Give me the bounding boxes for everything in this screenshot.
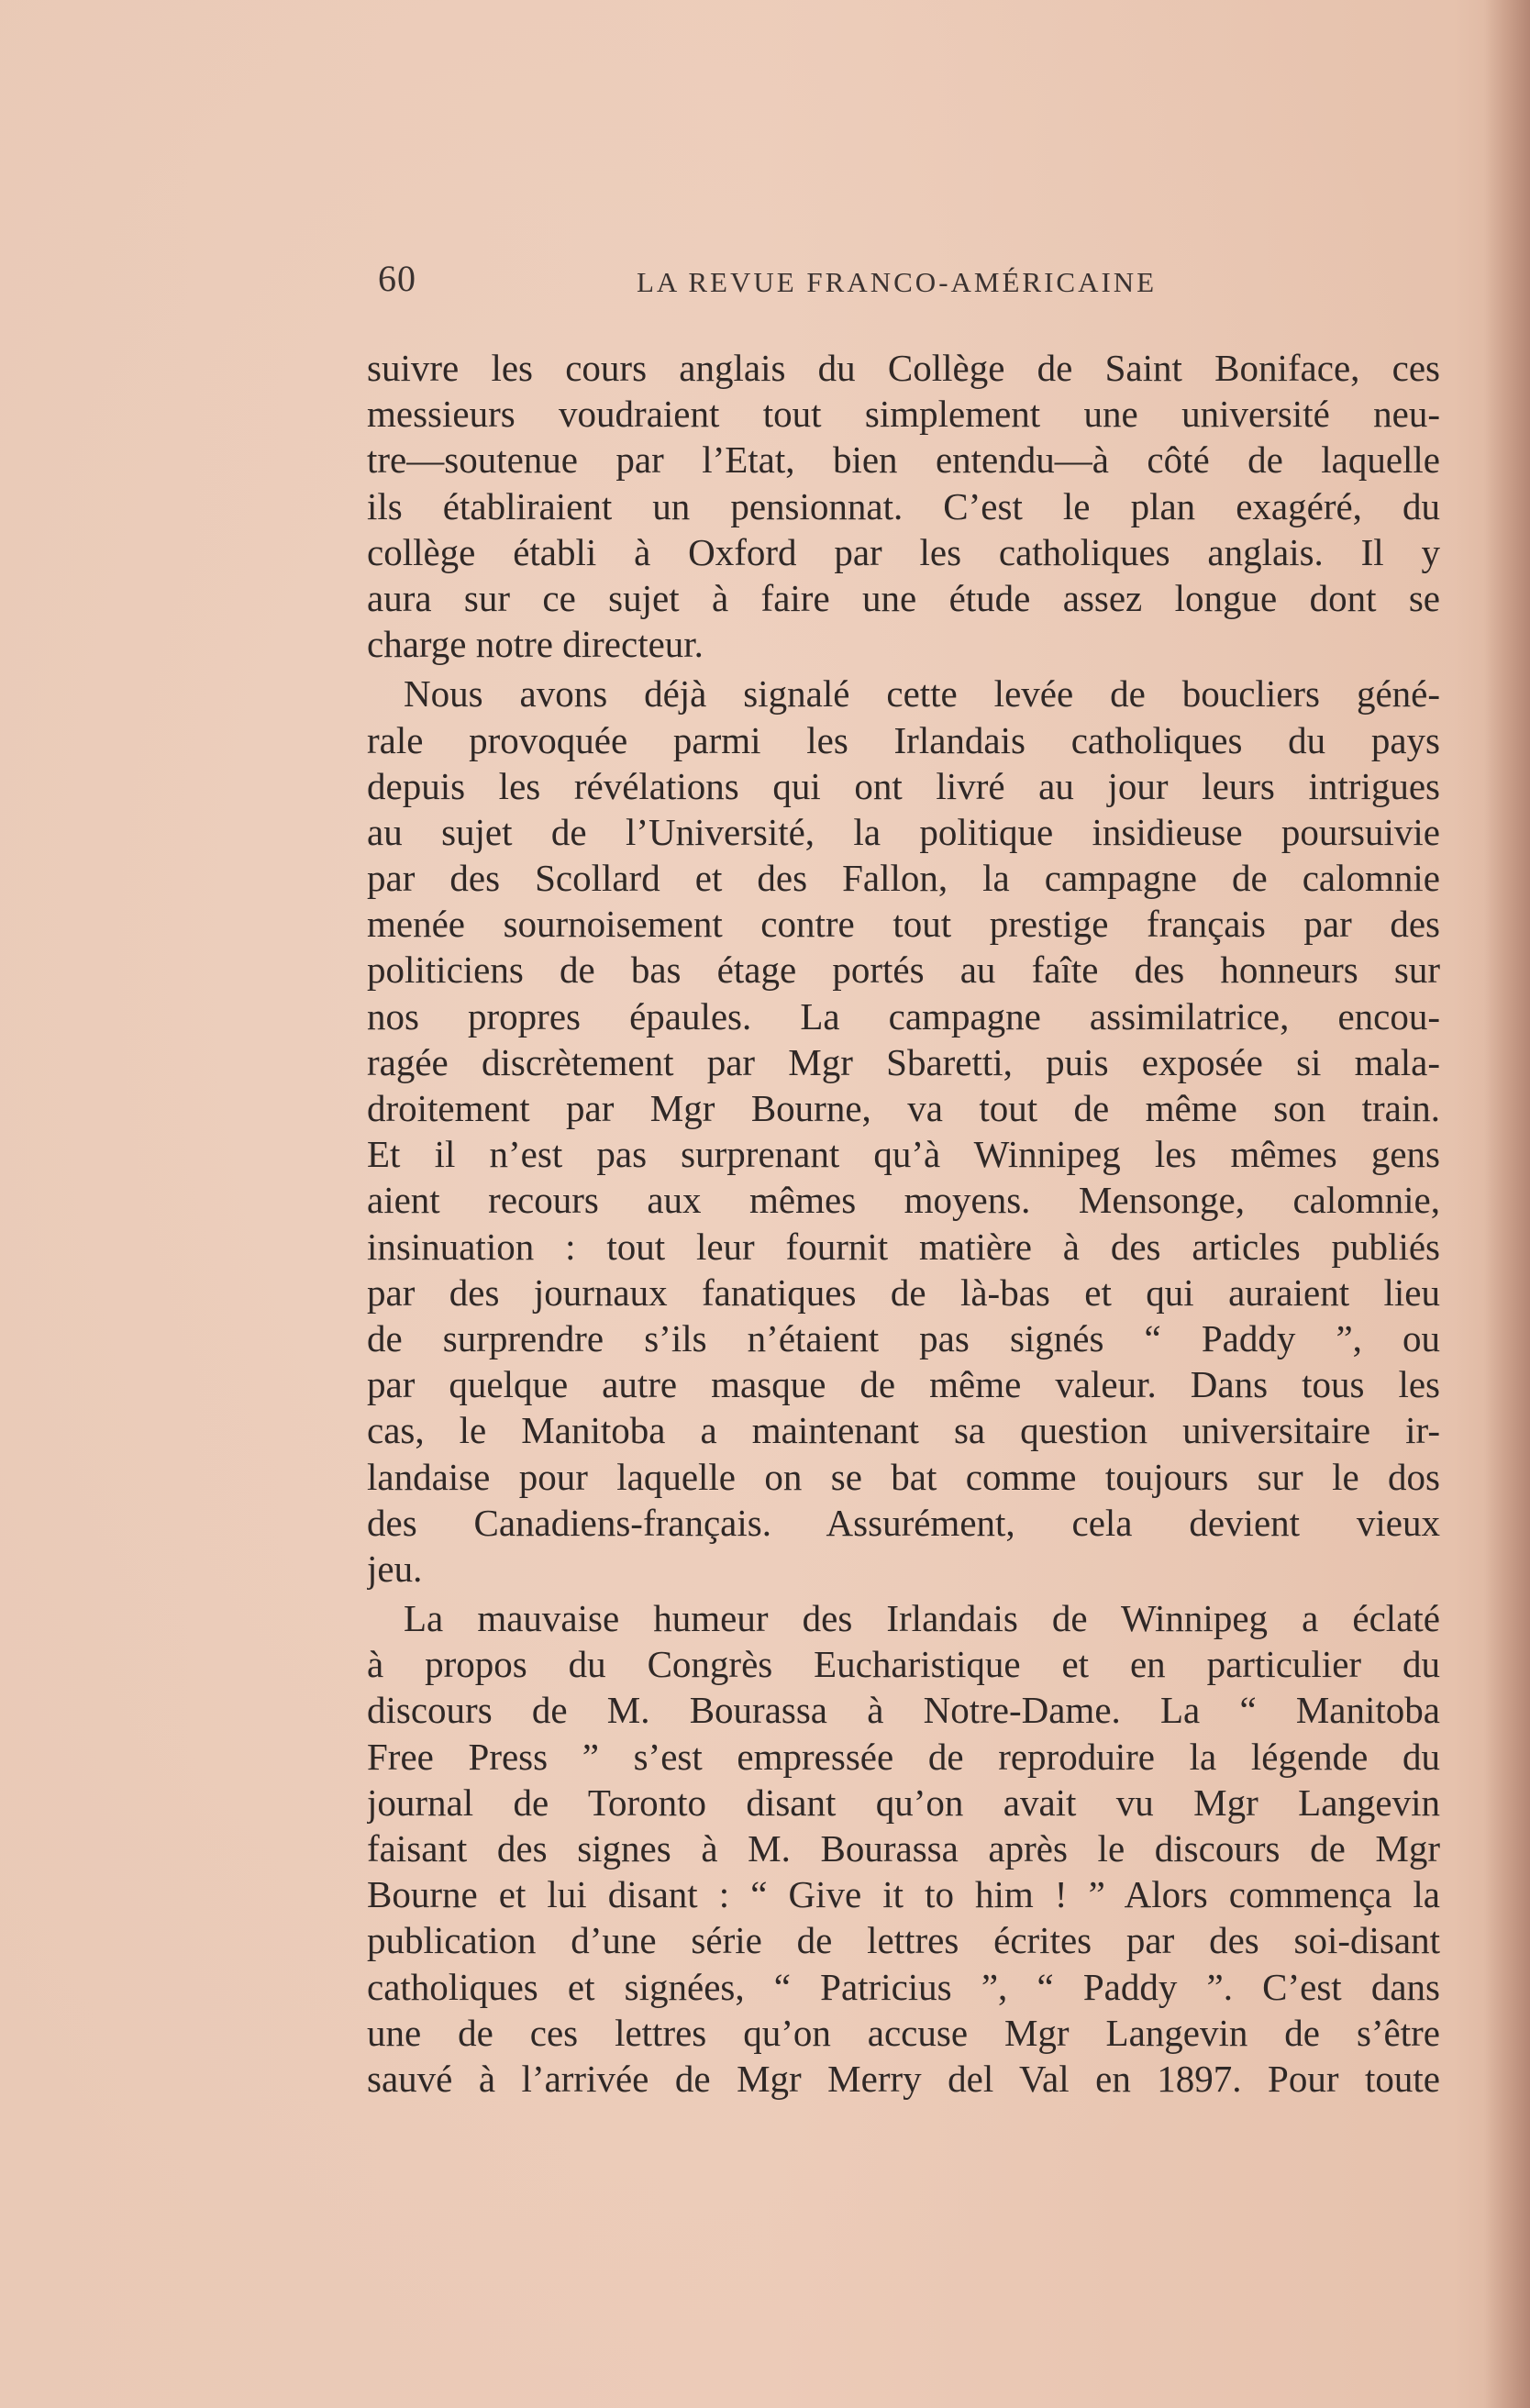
page-number: 60 [378,258,416,299]
text-line: droitement par Mgr Bourne, va tout de même son train. [367,1087,1440,1129]
paragraph [367,671,1440,1592]
text-line: Nous avons déjà signalé cette levée de boucliers géné- [404,672,1440,716]
text-line: Et il n’est pas surprenant qu’à Winnipeg les mêmes gens [367,1133,1440,1176]
text-line: une de ces lettres qu’on accuse Mgr Langevin de s’être [367,2011,1440,2054]
text-line: des Canadiens-français. Assurément, cela devient vieux [367,1501,1440,1544]
text-line: insinuation : tout leur fournit matière à des articles publiés [367,1225,1440,1268]
text-line: Free Press ” s’est empressée de reproduire la légende du [367,1735,1440,1778]
text-line: publication d’une série de lettres écrites par des soi-disant [367,1919,1440,1962]
text-line: rale provoquée parmi les Irlandais catholiques du pays [367,718,1440,761]
text-line: aient recours aux mêmes moyens. Mensonge, calomnie, [367,1179,1440,1222]
text-line: menée sournoisement contre tout prestige français par des [367,903,1440,946]
text-line: sauvé à l’arrivée de Mgr Merry del Val en 1897. Pour toute [367,2057,1440,2100]
text-line: ragée discrètement par Mgr Sbaretti, puis exposée si mala- [367,1040,1440,1083]
text-line: faisant des signes à M. Bourassa après le discours de Mgr [367,1827,1440,1870]
text-line: cas, le Manitoba a maintenant sa question universitaire ir- [367,1409,1440,1452]
text-line: par quelque autre masque de même valeur. Dans tous les [367,1363,1440,1406]
text-line: depuis les révélations qui ont livré au jour leurs intrigues [367,764,1440,807]
text-line: à propos du Congrès Eucharistique et en particulier du [367,1643,1440,1686]
text-line: collège établi à Oxford par les catholiques anglais. Il y [367,530,1440,573]
text-line: messieurs voudraient tout simplement une université neu- [367,393,1440,436]
text-line: par des Scollard et des Fallon, la campagne de calomnie [367,857,1440,900]
text-line: ils établiraient un pensionnat. C’est le plan exagéré, du [367,484,1440,527]
text-line: aura sur ce sujet à faire une étude assez longue dont se [367,576,1440,619]
page-header [0,257,1530,312]
text-line: suivre les cours anglais du Collège de Saint Boniface, ces [367,347,1440,389]
paragraph [367,345,1440,667]
text-line: Bourne et lui disant : “ Give it to him ! ” Alors commença la [367,1873,1440,1916]
text-line: de surprendre s’ils n’étaient pas signés “ Paddy ”, ou [367,1316,1440,1359]
text-line: politiciens de bas étage portés au faîte des honneurs sur [367,949,1440,992]
text-line: tre—soutenue par l’Etat, bien entendu—à côté de laquelle [367,438,1440,482]
text-line: journal de Toronto disant qu’on avait vu Mgr Langevin [367,1781,1440,1824]
text-line: La mauvaise humeur des Irlandais de Winnipeg a éclaté [404,1597,1440,1640]
text-line: jeu. [367,1547,423,1590]
text-line: catholiques et signées, “ Patricius ”, “ Paddy ”. C’est dans [367,1965,1440,2008]
body-text [367,345,1440,2102]
text-line: discours de M. Bourassa à Notre-Dame. La “ Manitoba [367,1689,1440,1732]
running-title: LA REVUE FRANCO-AMÉRICAINE [637,266,1158,298]
text-line: landaise pour laquelle on se bat comme toujours sur le dos [367,1455,1440,1498]
paragraph [367,1595,1440,2102]
text-line: par des journaux fanatiques de là-bas et qui auraient lieu [367,1271,1440,1314]
text-line: nos propres épaules. La campagne assimilatrice, encou- [367,994,1440,1038]
page-binding-edge [1484,0,1530,2408]
text-line: charge notre directeur. [367,623,704,666]
text-line: au sujet de l’Université, la politique insidieuse poursuivie [367,810,1440,853]
